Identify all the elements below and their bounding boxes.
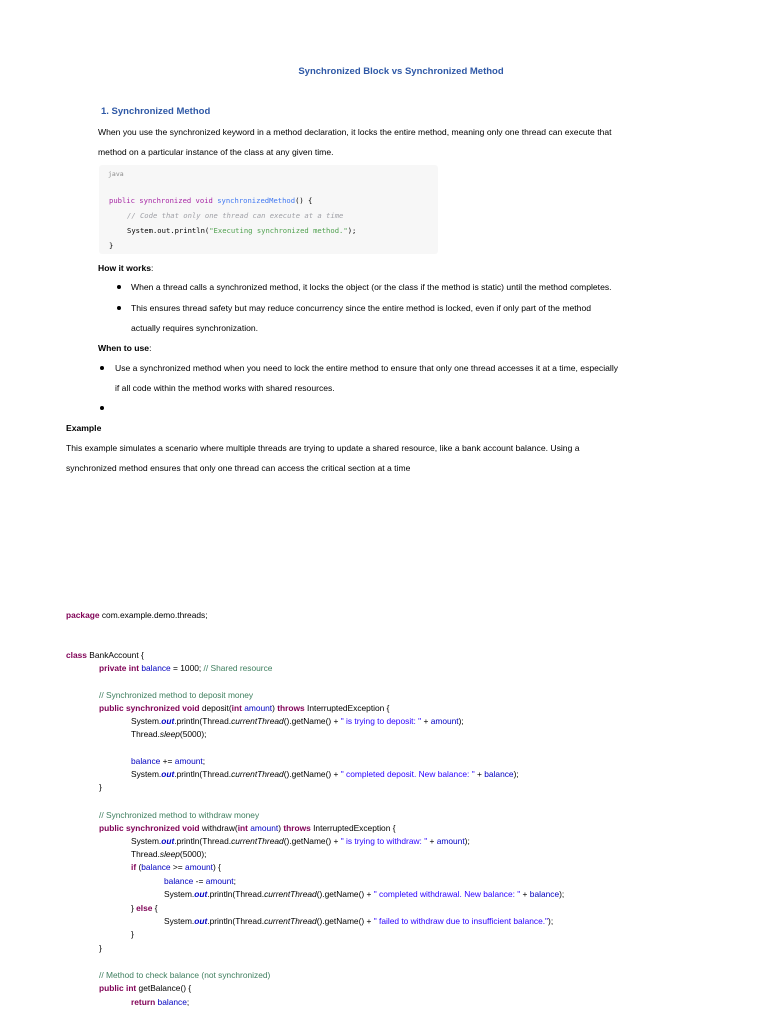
source-line-class [66,650,144,660]
parameter: amount [174,756,203,766]
field-name: balance [484,769,514,779]
static-field: out [194,916,208,926]
keyword: int [237,823,248,833]
code-text: .println(Thread. [207,916,265,926]
keyword: private int [99,663,142,673]
parameter: amount [436,836,465,846]
code-text: += [160,756,175,766]
code-text: ); [458,716,464,726]
keyword: else [136,903,153,913]
intro-line-2: method on a particular instance of the class at any given time. [98,147,334,157]
parameter: amount [205,876,234,886]
source-line-withdraw-print2 [164,889,564,899]
code-line-4: } [109,241,114,250]
static-field: out [161,836,175,846]
code-text: ().getName() + [283,769,341,779]
code-text: .println(Thread. [174,769,232,779]
string-literal: " completed withdrawal. New balance: " [373,889,521,899]
code-text: ) { [212,862,221,872]
keyword: class [66,650,87,660]
source-line-withdraw-close: } [99,943,102,953]
code-text: .println(Thread. [207,889,265,899]
code-text: ); [548,916,554,926]
static-method: currentThread [231,716,284,726]
string-literal: " completed deposit. New balance: " [340,769,475,779]
intro-line-1: When you use the synchronized keyword in a method declaration, it locks the entire method, meaning only one thread can execute that [98,127,612,137]
code-text: ().getName() + [316,889,374,899]
code-line-2: // Code that only one thread can execute at a time [127,211,344,220]
source-comment-getbalance: // Method to check balance (not synchronized) [99,970,271,980]
code-text: ().getName() + [316,916,374,926]
how-bullet-2-line-1: This ensures thread safety but may reduce concurrency since the entire method is locked, even if only part of the method [131,303,592,313]
when-to-use-label: When to use [98,343,150,353]
source-line-else-close: } [131,929,134,939]
bullet-icon [117,306,121,310]
section-heading: 1. Synchronized Method [101,106,211,117]
package-name: com.example.demo.threads; [99,610,208,620]
code-text: >= [170,862,186,872]
code-text: ) [272,703,278,713]
static-field: out [161,716,175,726]
static-method: currentThread [264,889,317,899]
keyword: int [231,703,242,713]
when-bullet-1-line-1: Use a synchronized method when you need to lock the entire method to ensure that only one thread accesses it at a time, especially [115,363,619,373]
source-comment-deposit: // Synchronized method to deposit money [99,690,254,700]
source-line-return [131,997,189,1007]
bullet-icon [117,285,121,289]
source-line-deposit-close: } [99,782,102,792]
comment: // Shared resource [203,663,273,673]
code-keywords: public synchronized void [109,196,218,205]
code-text: = 1000; [170,663,204,673]
code-text: ); [464,836,470,846]
code-text: ) [278,823,284,833]
keyword: public synchronized void [99,823,202,833]
static-method: sleep [159,729,180,739]
source-comment-withdraw: // Synchronized method to withdraw money [99,810,260,820]
code-snippet [99,165,438,254]
class-name: BankAccount { [86,650,144,660]
code-text: System. [164,889,195,899]
code-text: ; [202,756,206,766]
string-literal: " failed to withdraw due to insufficient balance." [373,916,549,926]
source-line-withdraw-signature [99,823,396,833]
keyword: package [66,610,100,620]
code-text: + [520,889,530,899]
source-line-withdraw-if [131,862,221,872]
how-bullet-2-line-2: actually requires synchronization. [131,323,259,333]
code-text: ; [233,876,236,886]
when-bullet-1-line-2: if all code within the method works with shared resources. [115,383,335,393]
keyword: if [131,862,137,872]
source-line-withdraw-sleep [131,849,206,859]
parameter: amount [247,823,279,833]
source-line-deposit-print1 [131,716,464,726]
code-text: System. [131,836,162,846]
field-name: balance [157,997,187,1007]
source-line-withdraw-print1 [131,836,470,846]
code-text: .println(Thread. [174,836,232,846]
document-title: Synchronized Block vs Synchronized Method [298,66,504,77]
method-name: withdraw( [201,823,238,833]
static-method: currentThread [231,769,284,779]
code-text: ); [513,769,519,779]
field-name: balance [131,756,161,766]
source-line-deposit-print2 [131,769,519,779]
bullet-icon [100,406,104,410]
code-string: "Executing synchronized method." [209,226,348,235]
code-text: ( [136,862,142,872]
string-literal: " is trying to withdraw: " [340,836,428,846]
static-method: sleep [159,849,180,859]
keyword: throws [277,703,305,713]
source-line-withdraw-else [131,903,158,913]
code-line-3 [127,226,356,235]
example-line-1: This example simulates a scenario where multiple threads are trying to update a shared resource, like a bank account balance. Using a [66,443,580,453]
source-line-getbalance-signature [99,983,191,993]
code-text: ); [559,889,565,899]
code-text: (5000); [179,849,207,859]
code-text: System.out.println( [127,226,210,235]
code-text: ; [186,997,190,1007]
parameter: amount [430,716,459,726]
code-text: -= [193,876,206,886]
method-name: deposit( [201,703,232,713]
field-name: balance [141,862,171,872]
static-field: out [194,889,208,899]
source-line-deposit-signature [99,703,389,713]
keyword: public int [99,983,139,993]
static-field: out [161,769,175,779]
code-text: + [427,836,437,846]
code-text: System. [164,916,195,926]
how-it-works-label: How it works [98,263,152,273]
source-line-field [99,663,272,673]
example-line-2: synchronized method ensures that only one thread can access the critical section at a time [66,463,411,473]
code-text: ().getName() + [283,836,341,846]
code-text: ().getName() + [283,716,341,726]
keyword: return [131,997,158,1007]
static-method: currentThread [264,916,317,926]
code-text: (5000); [179,729,207,739]
field-name: balance [529,889,560,899]
bullet-icon [100,366,104,370]
code-text: { [152,903,158,913]
code-text: .println(Thread. [174,716,232,726]
string-literal: " is trying to deposit: " [340,716,422,726]
how-it-works-heading: How it works: [98,263,154,273]
example-heading: Example [66,423,102,433]
method-name: getBalance() { [138,983,192,993]
source-line-deposit-sleep [131,729,206,739]
keyword: public synchronized void [99,703,202,713]
code-text: + [474,769,485,779]
source-line-withdraw-print3 [164,916,553,926]
field-name: balance [141,663,171,673]
source-line-package [66,610,208,620]
code-language-label: java [108,170,124,178]
parameter: amount [241,703,273,713]
field-name: balance [164,876,194,886]
code-text: } [131,903,137,913]
how-bullet-1: When a thread calls a synchronized method, it locks the object (or the class if the method is static) until the method completes. [131,282,612,292]
code-text: InterruptedException { [304,703,390,713]
code-text: System. [131,769,162,779]
code-text: + [421,716,431,726]
code-text: System. [131,716,162,726]
code-text: ); [347,226,357,235]
source-line-withdraw-subtract [164,876,236,886]
code-function-name: synchronizedMethod [217,196,296,205]
code-text: InterruptedException { [310,823,396,833]
when-to-use-heading: When to use: [98,343,152,353]
parameter: amount [185,862,213,872]
static-method: currentThread [231,836,284,846]
code-text: Thread. [131,729,160,739]
keyword: throws [283,823,311,833]
code-text: () { [295,196,313,205]
source-line-deposit-add [131,756,205,766]
code-line-1 [109,196,312,205]
code-text: Thread. [131,849,160,859]
